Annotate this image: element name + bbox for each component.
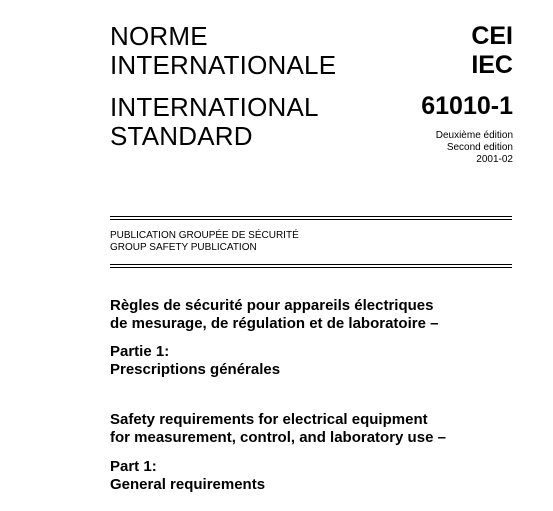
part-number-english: Part 1: — [110, 458, 157, 475]
edition-english: Second edition — [446, 142, 513, 153]
standard-number: 61010-1 — [421, 92, 513, 120]
edition-info — [436, 130, 513, 166]
edition-french: Deuxième édition — [435, 130, 513, 141]
group-safety-publication — [110, 230, 299, 254]
document-title-french-line1: Règles de sécurité pour appareils électriques — [110, 297, 434, 314]
organization-codes — [471, 22, 513, 80]
divider-top — [110, 216, 512, 220]
norm-title-english — [110, 93, 319, 151]
part-title-french — [110, 343, 280, 379]
norm-title-french-line1: NORME — [110, 21, 208, 51]
org-code-french: CEI — [471, 22, 513, 50]
document-title-english — [110, 411, 446, 447]
norm-title-french — [110, 22, 336, 80]
org-code-english: IEC — [471, 51, 513, 79]
norm-title-english-line1: INTERNATIONAL — [110, 92, 319, 122]
document-title-french — [110, 297, 438, 333]
group-safety-english: GROUP SAFETY PUBLICATION — [110, 242, 257, 253]
part-title-english — [110, 458, 265, 494]
edition-date: 2001-02 — [476, 154, 513, 165]
norm-title-french-line2: INTERNATIONALE — [110, 50, 337, 80]
document-title-french-line2: de mesurage, de régulation et de laboratoire – — [110, 315, 439, 332]
divider-bottom — [110, 264, 512, 268]
part-name-english: General requirements — [110, 476, 266, 493]
document-title-english-line2: for measurement, control, and laboratory use – — [110, 429, 446, 446]
part-name-french: Prescriptions générales — [110, 361, 281, 378]
document-title-english-line1: Safety requirements for electrical equipment — [110, 411, 428, 428]
group-safety-french: PUBLICATION GROUPÉE DE SÉCURITÉ — [110, 230, 299, 241]
norm-title-english-line2: STANDARD — [110, 121, 253, 151]
part-number-french: Partie 1: — [110, 343, 170, 360]
